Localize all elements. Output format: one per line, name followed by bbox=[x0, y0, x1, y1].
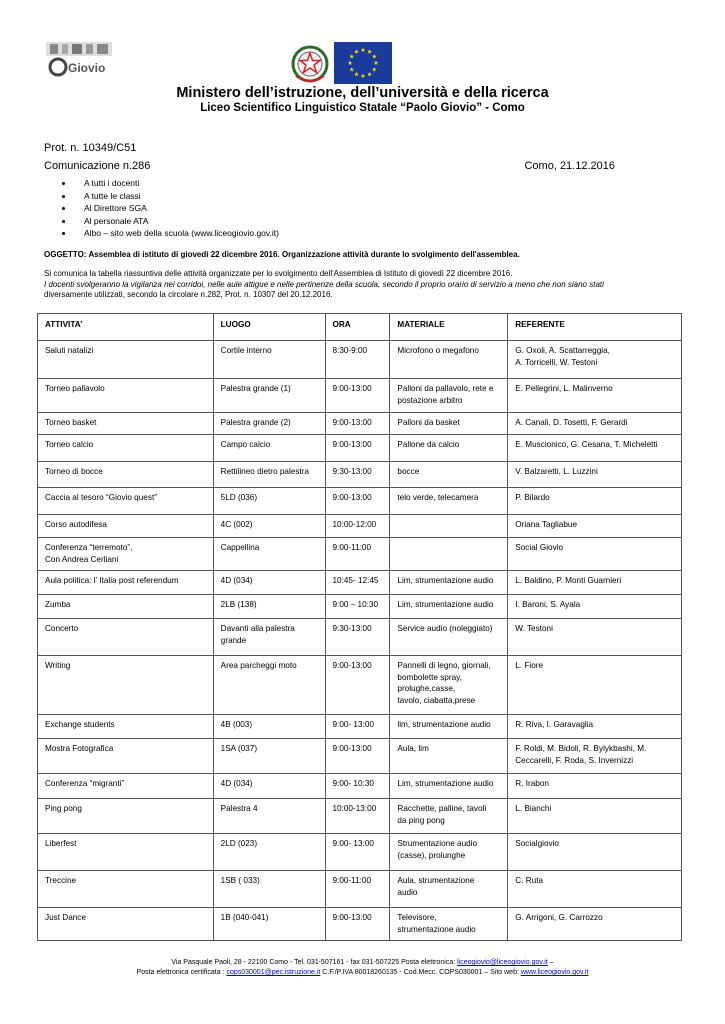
cell-time: 9:30-13:00 bbox=[325, 462, 390, 488]
table-row bbox=[38, 908, 682, 941]
table-row bbox=[38, 515, 682, 538]
footer-line-2 bbox=[0, 968, 725, 978]
intro-line: Si comunica la tabella riassuntiva delle attività organizzate per lo svolgimento dell'Assemblea di Istituto di giovedì 22 dicembre 2016. bbox=[44, 269, 513, 278]
cell-place: 1SB ( 033) bbox=[213, 871, 325, 908]
cell-material: Microfono o megafono bbox=[390, 341, 508, 379]
cell-time: 9:00-13:00 bbox=[325, 413, 390, 435]
cell-time: 9:00- 13:00 bbox=[325, 834, 390, 871]
cell-time: 9:00-13:00 bbox=[325, 656, 390, 715]
cell-material: bocce bbox=[390, 462, 508, 488]
table-row bbox=[38, 379, 682, 413]
cell-time: 10:00-13:00 bbox=[325, 799, 390, 834]
table-row bbox=[38, 488, 682, 515]
cell-place: 2LB (138) bbox=[213, 595, 325, 619]
cell-time: 9:00-13:00 bbox=[325, 379, 390, 413]
table-row bbox=[38, 656, 682, 715]
footer-dash: – bbox=[547, 959, 554, 966]
intro-line: diversamente utilizzati, secondo la circolare n.282, Prot. n. 10307 del 20.12.2016. bbox=[44, 290, 333, 299]
cell-referent: C. Ruta bbox=[508, 871, 682, 908]
cell-time: 9:00-13:00 bbox=[325, 488, 390, 515]
cell-activity: Just Dance bbox=[38, 908, 214, 941]
cell-material: Racchette, palline, tavoli da ping pong bbox=[390, 799, 508, 834]
italian-republic-emblem-icon bbox=[290, 42, 330, 86]
table-row bbox=[38, 571, 682, 595]
recipient-item: • A tutti i docenti bbox=[74, 177, 279, 190]
cell-material: Pallone da calcio bbox=[390, 435, 508, 462]
cell-time: 9:00-13:00 bbox=[325, 739, 390, 774]
cell-material: telo verde, telecamera bbox=[390, 488, 508, 515]
cell-activity: Corso autodifesa bbox=[38, 515, 214, 538]
protocol-number: Prot. n. 10349/C51 bbox=[44, 142, 137, 154]
cell-referent: Oriana Tagliabue bbox=[508, 515, 682, 538]
column-header-place: LUOGO bbox=[213, 314, 325, 341]
footer-pec-label: Posta elettronica certificata : bbox=[136, 969, 227, 976]
cell-material: Palloni da basket bbox=[390, 413, 508, 435]
footer-address: Via Pasquale Paoli, 28 - 22100 Como - Tel. 031-507161 - fax 031-507225 Posta elettronica: bbox=[171, 959, 458, 966]
emblems bbox=[290, 42, 392, 86]
recipient-item: • Al Direttore SGA bbox=[74, 202, 279, 215]
cell-activity: Exchange students bbox=[38, 715, 214, 739]
cell-activity: Writing bbox=[38, 656, 214, 715]
table-row bbox=[38, 774, 682, 799]
cell-time: 10:45- 12:45 bbox=[325, 571, 390, 595]
column-header-referent: REFERENTE bbox=[508, 314, 682, 341]
cell-activity: Liberfest bbox=[38, 834, 214, 871]
recipient-item: • A tutte le classi bbox=[74, 190, 279, 203]
cell-activity: Torneo di bocce bbox=[38, 462, 214, 488]
cell-time: 9:00-11:00 bbox=[325, 871, 390, 908]
cell-time: 9:00-11:00 bbox=[325, 538, 390, 571]
cell-place: Cappellina bbox=[213, 538, 325, 571]
cell-material bbox=[390, 538, 508, 571]
cell-material: Service audio (noleggiato) bbox=[390, 619, 508, 656]
cell-referent: L. Fiore bbox=[508, 656, 682, 715]
pec-link[interactable]: cops030001@pec.istruzione.it bbox=[226, 969, 321, 976]
cell-material: Lim, strumentazione audio bbox=[390, 571, 508, 595]
cell-referent: F. Roldi, M. Bidoli, R. Bylykbashi, M. Ceccarelli, F. Roda, S. Invernizzi bbox=[508, 739, 682, 774]
cell-activity: Torneo basket bbox=[38, 413, 214, 435]
school-logo bbox=[44, 40, 114, 78]
cell-place: 4D (034) bbox=[213, 774, 325, 799]
cell-referent: G. Oxoli, A. Scattarreggia, A. Torricelli, W. Testoni bbox=[508, 341, 682, 379]
subject-line: OGGETTO: Assemblea di istituto di giovedì 22 dicembre 2016. Organizzazione attività durante lo svolgimento dell'assemblea. bbox=[44, 250, 520, 259]
cell-activity: Torneo pallavolo bbox=[38, 379, 214, 413]
table-row bbox=[38, 413, 682, 435]
cell-material: Lim, strumentazione audio bbox=[390, 774, 508, 799]
school-logo-text: Giovio bbox=[68, 61, 106, 75]
table-row bbox=[38, 715, 682, 739]
table-header-row bbox=[38, 314, 682, 341]
table-row bbox=[38, 619, 682, 656]
cell-material: Palloni da pallavolo, rete e postazione arbitro bbox=[390, 379, 508, 413]
cell-place: 5LD (036) bbox=[213, 488, 325, 515]
cell-place: Rettilineo dietro palestra bbox=[213, 462, 325, 488]
column-header-material: MATERIALE bbox=[390, 314, 508, 341]
cell-time: 9:00- 10:30 bbox=[325, 774, 390, 799]
table-body bbox=[38, 341, 682, 941]
cell-material: Lim, strumentazione audio bbox=[390, 595, 508, 619]
cell-referent: Social Giovio bbox=[508, 538, 682, 571]
communication-number: Comunicazione n.286 bbox=[44, 160, 151, 172]
cell-place: Area parcheggi moto bbox=[213, 656, 325, 715]
cell-referent: V. Balzaretti, L. Luzzini bbox=[508, 462, 682, 488]
cell-place: 4C (002) bbox=[213, 515, 325, 538]
cell-time: 9:00-13:00 bbox=[325, 908, 390, 941]
recipients-list bbox=[60, 177, 279, 240]
table-row bbox=[38, 799, 682, 834]
footer-line-1 bbox=[0, 958, 725, 968]
cell-place: Davanti alla palestra grande bbox=[213, 619, 325, 656]
cell-referent: Socialgiovio bbox=[508, 834, 682, 871]
cell-referent: I. Baroni, S. Ayala bbox=[508, 595, 682, 619]
cell-activity: Conferenza “migranti” bbox=[38, 774, 214, 799]
table-row bbox=[38, 341, 682, 379]
cell-time: 9:30-13:00 bbox=[325, 619, 390, 656]
cell-activity: Aula politica: l’ Italia post referendum bbox=[38, 571, 214, 595]
cell-activity: Concerto bbox=[38, 619, 214, 656]
email-link[interactable]: liceogiovio@liceogiovio.gov.it bbox=[457, 959, 548, 966]
table-row bbox=[38, 871, 682, 908]
cell-place: 2LD (023) bbox=[213, 834, 325, 871]
column-header-time: ORA bbox=[325, 314, 390, 341]
website-link[interactable]: www.liceogiovio.gov.it bbox=[520, 969, 589, 976]
cell-activity: Saluti natalizi bbox=[38, 341, 214, 379]
cell-time: 10:00-12:00 bbox=[325, 515, 390, 538]
cell-activity: Zumba bbox=[38, 595, 214, 619]
cell-time: 9:00-13:00 bbox=[325, 435, 390, 462]
intro-line-italic: I docenti svolgeranno la vigilanza nei corridoi, nelle aule attigue e nelle pertinenze della scuola, secondo il proprio orario di servizio a meno che non siano stati bbox=[44, 279, 604, 289]
cell-place: Palestra grande (2) bbox=[213, 413, 325, 435]
cell-referent: R. Riva, I. Garavaglia bbox=[508, 715, 682, 739]
cell-material: Aula, strumentazione audio bbox=[390, 871, 508, 908]
table-row bbox=[38, 435, 682, 462]
cell-material bbox=[390, 515, 508, 538]
cell-time: 9:00- 13:00 bbox=[325, 715, 390, 739]
cell-place: Cortile interno bbox=[213, 341, 325, 379]
cell-material: Strumentazione audio (casse), prolunghe bbox=[390, 834, 508, 871]
activities-table bbox=[37, 313, 682, 941]
cell-place: Campo calcio bbox=[213, 435, 325, 462]
cell-material: Pannelli di legno, giornali, bombolette spray, prolughe,casse, tavolo, ciabatta,prese bbox=[390, 656, 508, 715]
cell-referent: L. Baldino, P. Monti Guarnieri bbox=[508, 571, 682, 595]
cell-activity: Ping pong bbox=[38, 799, 214, 834]
recipient-item: • Al personale ATA bbox=[74, 215, 279, 228]
cell-time: 9:00 – 10:30 bbox=[325, 595, 390, 619]
cell-time: 8:30-9:00 bbox=[325, 341, 390, 379]
cell-referent: G. Arrigoni, G. Carrozzo bbox=[508, 908, 682, 941]
cell-referent: A. Canali, D. Tosetti, F. Gerardi bbox=[508, 413, 682, 435]
table-row bbox=[38, 595, 682, 619]
cell-referent: L. Bianchi bbox=[508, 799, 682, 834]
cell-referent: R. Irabon bbox=[508, 774, 682, 799]
column-header-activity: ATTIVITA’ bbox=[38, 314, 214, 341]
cell-material: lim, strumentazione audio bbox=[390, 715, 508, 739]
intro-text bbox=[44, 269, 664, 301]
cell-activity: Conferenza “terremoto”, Con Andrea Cerliani bbox=[38, 538, 214, 571]
place-date: Como, 21.12.2016 bbox=[524, 160, 615, 172]
table-row bbox=[38, 538, 682, 571]
cell-referent: E. Muscionico, G. Cesana, T. Micheletti bbox=[508, 435, 682, 462]
table-row bbox=[38, 462, 682, 488]
cell-place: 4B (003) bbox=[213, 715, 325, 739]
cell-referent: W. Testoni bbox=[508, 619, 682, 656]
table-row bbox=[38, 834, 682, 871]
cell-place: 1SA (037) bbox=[213, 739, 325, 774]
cell-material: Aula, lim bbox=[390, 739, 508, 774]
cell-place: 1B (040-041) bbox=[213, 908, 325, 941]
cell-place: Palestra 4 bbox=[213, 799, 325, 834]
school-name: Liceo Scientifico Linguistico Statale “Paolo Giovio” - Como bbox=[200, 102, 525, 114]
recipient-item: • Albo – sito web della scuola (www.liceogiovio.gov.it) bbox=[74, 227, 279, 240]
cell-referent: E. Pellegrini, L. Malinverno bbox=[508, 379, 682, 413]
cell-material: Televisore, strumentazione audio bbox=[390, 908, 508, 941]
cell-place: 4D (034) bbox=[213, 571, 325, 595]
cell-activity: Treccine bbox=[38, 871, 214, 908]
footer bbox=[0, 958, 725, 978]
footer-fiscal-info: C.F./P.IVA 80018260135 - Cod.Mecc. COPS030001 – Sito web: bbox=[320, 969, 521, 976]
cell-activity: Mostra Fotografica bbox=[38, 739, 214, 774]
cell-activity: Torneo calcio bbox=[38, 435, 214, 462]
cell-activity: Caccia al tesoro “Giovio quest” bbox=[38, 488, 214, 515]
cell-place: Palestra grande (1) bbox=[213, 379, 325, 413]
ministry-title: Ministero dell’istruzione, dell’università e della ricerca bbox=[176, 85, 549, 101]
table-row bbox=[38, 739, 682, 774]
eu-flag-icon bbox=[334, 42, 392, 84]
cell-referent: P. Bilardo bbox=[508, 488, 682, 515]
